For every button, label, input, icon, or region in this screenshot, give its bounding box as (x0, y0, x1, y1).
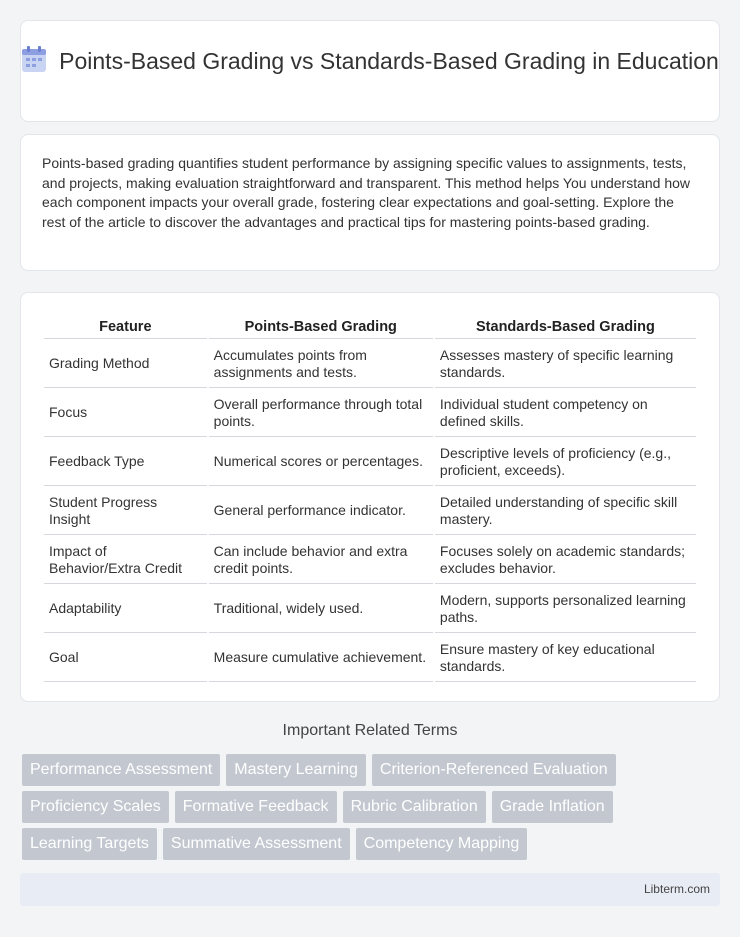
standards-cell: Detailed understanding of specific skill mastery. (435, 488, 696, 535)
tag-row (22, 791, 722, 823)
feature-cell: Grading Method (44, 341, 207, 388)
table-row (44, 635, 696, 682)
standards-cell: Modern, supports personalized learning paths. (435, 586, 696, 633)
standards-cell: Focuses solely on academic standards; excludes behavior. (435, 537, 696, 584)
standards-cell: Descriptive levels of proficiency (e.g., proficient, exceeds). (435, 439, 696, 486)
footer (20, 873, 720, 906)
standards-cell: Assesses mastery of specific learning standards. (435, 341, 696, 388)
related-terms-title: Important Related Terms (282, 722, 458, 739)
header-feature: Feature (44, 317, 207, 339)
standards-cell: Ensure mastery of key educational standards. (435, 635, 696, 682)
tag-grade-inflation[interactable]: Grade Inflation (492, 791, 613, 823)
points-cell: General performance indicator. (209, 488, 433, 535)
points-cell: Numerical scores or percentages. (209, 439, 433, 486)
intro-paragraph: Points-based grading quantifies student performance by assigning specific values to assignments, tests, and projects, making evaluation straightforward and transparent. This method helps You understand how each component impacts your overall grade, fostering clear expectations and goal-setting. Explore the rest of the article to discover the advantages and practical tips for mastering points-based grading. (42, 155, 691, 230)
page-title: Points-Based Grading vs Standards-Based Grading in Education (59, 48, 719, 74)
feature-cell: Impact of Behavior/Extra Credit (44, 537, 207, 584)
header-standards-based: Standards-Based Grading (435, 317, 696, 339)
tag-performance-assessment[interactable]: Performance Assessment (22, 754, 220, 786)
comparison-card (20, 292, 720, 702)
related-terms-list (22, 754, 722, 865)
table-row (44, 341, 696, 388)
document-icon (21, 45, 47, 73)
points-cell: Can include behavior and extra credit points. (209, 537, 433, 584)
tag-row (22, 828, 722, 860)
tag-proficiency-scales[interactable]: Proficiency Scales (22, 791, 169, 823)
points-cell: Accumulates points from assignments and tests. (209, 341, 433, 388)
tag-competency-mapping[interactable]: Competency Mapping (356, 828, 528, 860)
table-row (44, 488, 696, 535)
header-card (20, 20, 720, 122)
points-cell: Measure cumulative achievement. (209, 635, 433, 682)
points-cell: Traditional, widely used. (209, 586, 433, 633)
table-header-row (44, 317, 696, 339)
points-cell: Overall performance through total points. (209, 390, 433, 437)
comparison-table (42, 315, 698, 684)
feature-cell: Focus (44, 390, 207, 437)
feature-cell: Student Progress Insight (44, 488, 207, 535)
tag-formative-feedback[interactable]: Formative Feedback (175, 791, 337, 823)
footer-site-link[interactable]: Libterm.com (643, 882, 710, 896)
tag-summative-assessment[interactable]: Summative Assessment (163, 828, 350, 860)
tag-criterion-referenced-evaluation[interactable]: Criterion-Referenced Evaluation (372, 754, 616, 786)
feature-cell: Feedback Type (44, 439, 207, 486)
tag-rubric-calibration[interactable]: Rubric Calibration (343, 791, 486, 823)
tag-row (22, 754, 722, 786)
table-row (44, 537, 696, 584)
tag-learning-targets[interactable]: Learning Targets (22, 828, 157, 860)
table-row (44, 586, 696, 633)
standards-cell: Individual student competency on defined skills. (435, 390, 696, 437)
intro-card (20, 134, 720, 271)
feature-cell: Adaptability (44, 586, 207, 633)
table-row (44, 439, 696, 486)
table-row (44, 390, 696, 437)
page-title-wrap (21, 45, 719, 76)
tag-mastery-learning[interactable]: Mastery Learning (226, 754, 366, 786)
header-points-based: Points-Based Grading (209, 317, 433, 339)
feature-cell: Goal (44, 635, 207, 682)
